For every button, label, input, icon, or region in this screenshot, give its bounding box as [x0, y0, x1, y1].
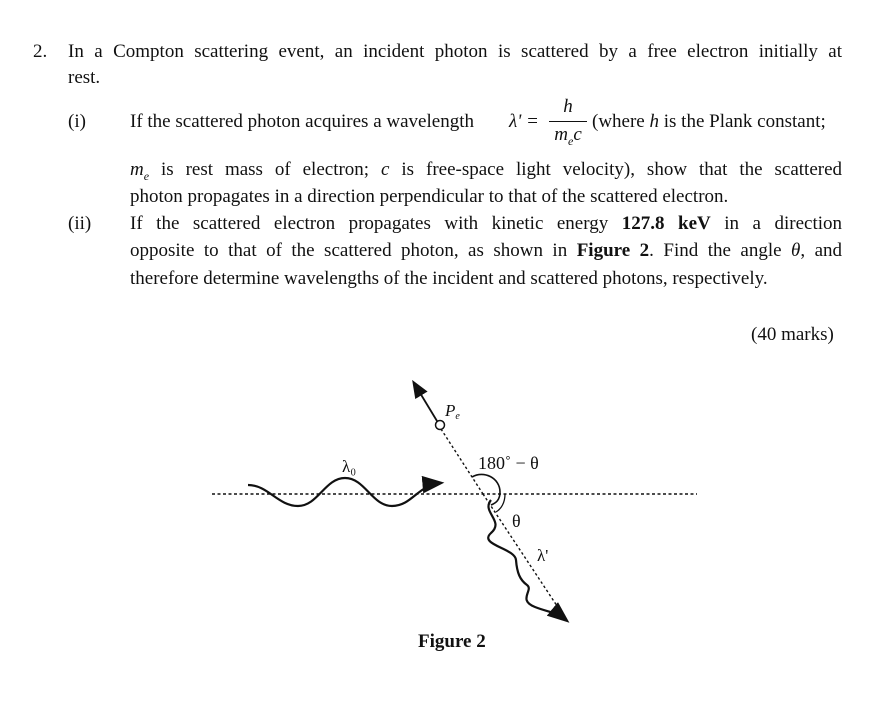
- electron-momentum-label: Pe: [445, 401, 460, 422]
- scattered-wavelength-label: λ': [537, 546, 549, 565]
- electron-circle: [436, 421, 445, 430]
- electron-momentum-arrow: [414, 383, 437, 421]
- part-i-line2: $m_e$ is rest mass of electron; c is free-space light velocity), show that the scattered: [130, 159, 843, 183]
- part-ii-line2: opposite to that of the scattered photon, as shown in Figure 2. Find the angle θ, and: [130, 240, 843, 261]
- question-intro-line1: In a Compton scattering event, an incident photon is scattered by a free electron initially at: [68, 41, 842, 62]
- part-i-text-after-formula: (where h is the Plank constant;: [592, 111, 826, 132]
- part-ii-line1: If the scattered electron propagates with kinetic energy 127.8 keV in a direction: [130, 213, 843, 234]
- part-ii-line3: therefore determine wavelengths of the incident and scattered photons, respectively.: [130, 268, 768, 289]
- marks-label: (40 marks): [751, 324, 834, 345]
- part-i-line3: photon propagates in a direction perpendicular to that of the scattered electron.: [130, 186, 729, 207]
- formula-denominator: $m_ec$: [554, 124, 582, 148]
- theta-angle-arc: [496, 494, 505, 512]
- incident-photon-wave: [248, 478, 440, 506]
- formula-lambda-prime: λ' =: [509, 111, 539, 132]
- supplementary-angle-label: 180˚ − θ: [478, 453, 539, 473]
- part-i-label: (i): [68, 111, 86, 132]
- supplementary-angle-arc: [472, 474, 500, 505]
- incident-wavelength-label: λ₀: [342, 457, 357, 476]
- photon-direction-dotted-line: [483, 494, 565, 618]
- part-ii-label: (ii): [68, 213, 92, 234]
- part-i-text-before-formula: If the scattered photon acquires a wavelength: [130, 111, 474, 132]
- electron-direction-dotted-line: [441, 429, 483, 494]
- question-number: 2.: [33, 41, 48, 62]
- theta-label: θ: [512, 511, 521, 531]
- figure-caption: Figure 2: [418, 631, 486, 652]
- question-intro-line2: rest.: [68, 67, 101, 88]
- formula-numerator: h: [563, 96, 573, 117]
- scattered-photon-wave: [488, 500, 566, 620]
